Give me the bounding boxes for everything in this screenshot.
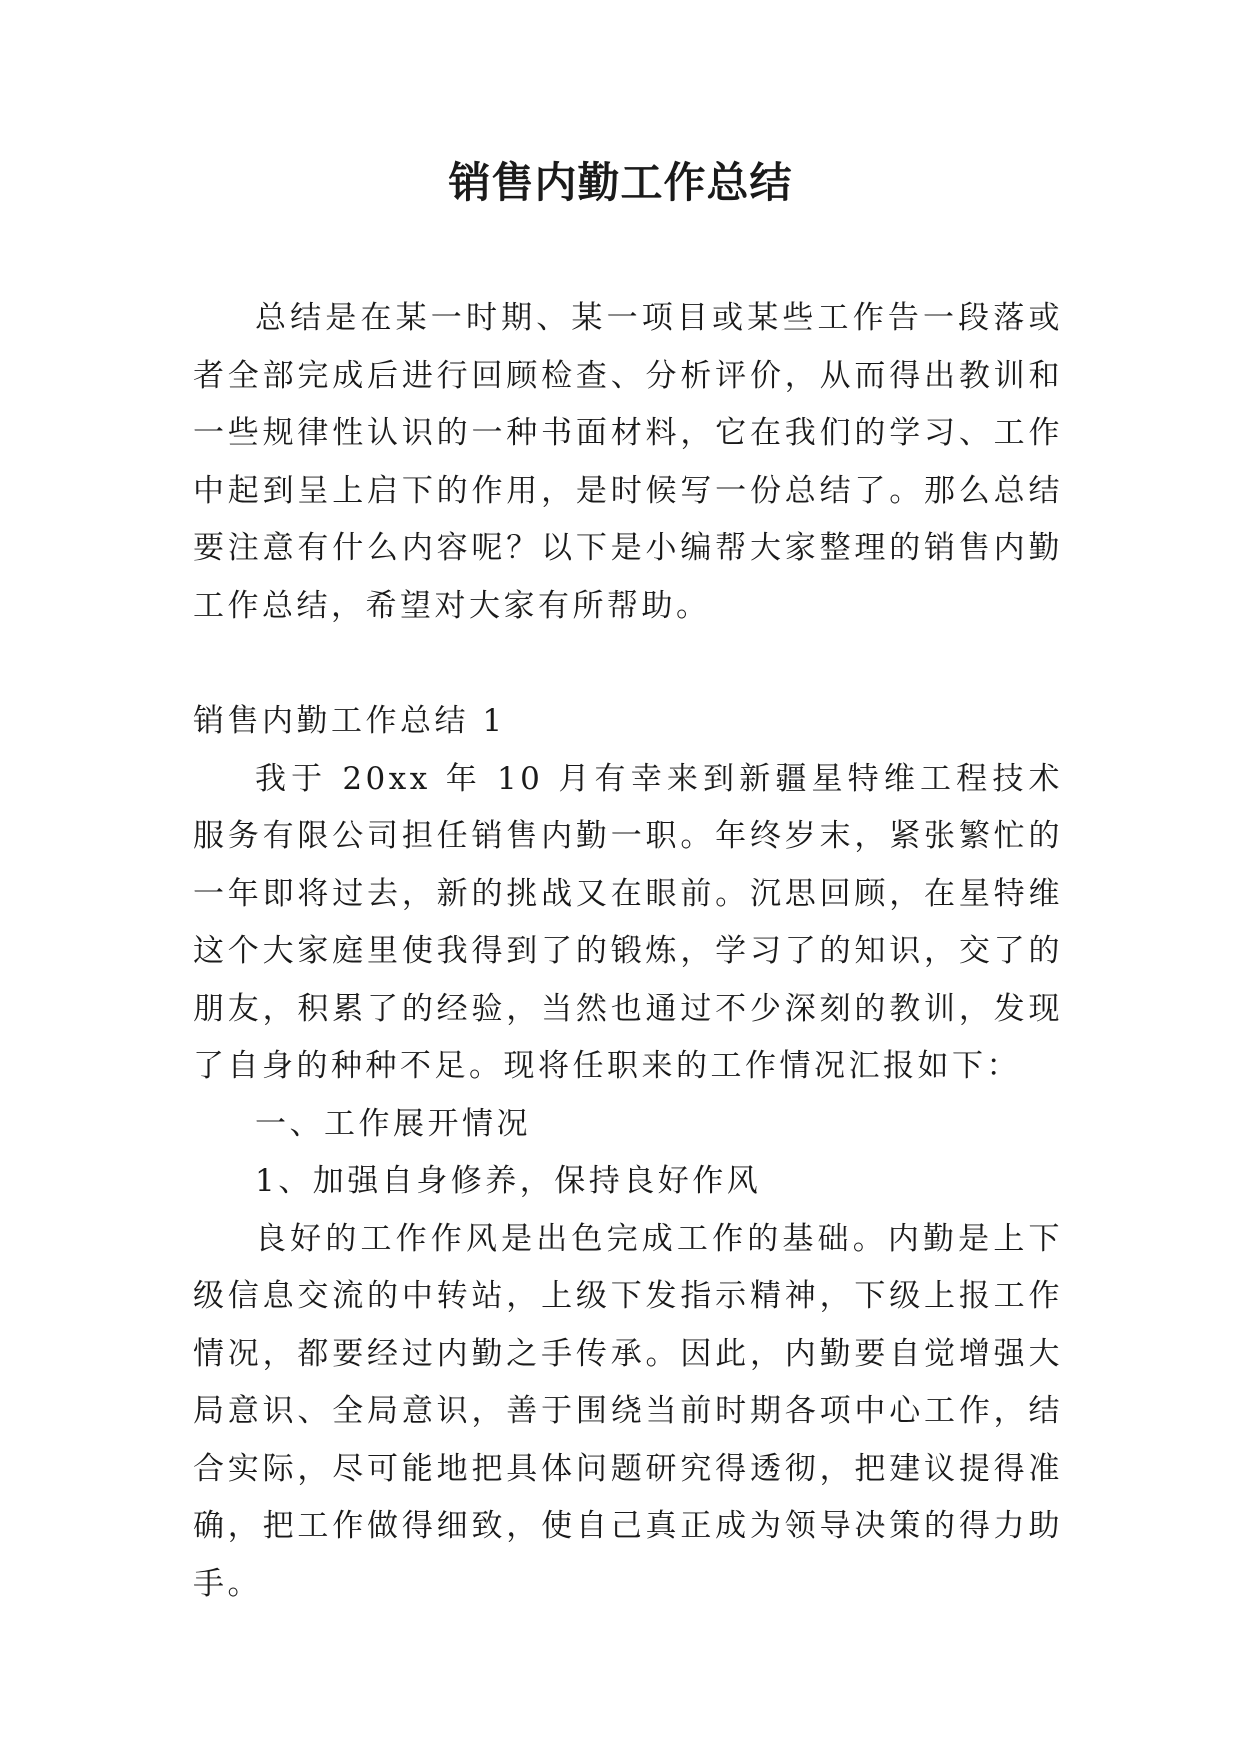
body-paragraph: 良好的工作作风是出色完成工作的基础。内勤是上下级信息交流的中转站，上级下发指示精神，下级上报工作情况，都要经过内勤之手传承。因此，内勤要自觉增强大局意识、全局意识，善于围绕当前时期各项中心工作，结合实际，尽可能地把具体问题研究得透彻，把建议提得准确，把工作做得细致，使自己真正成为领导决策的得力助手。 [193, 1220, 1063, 1602]
body-paragraph: 我于 20xx 年 10 月有幸来到新疆星特维工程技术服务有限公司担任销售内勤一职。年终岁末，紧张繁忙的一年即将过去，新的挑战又在眼前。沉思回顾，在星特维这个大家庭里使我得到了的锻炼，学习了的知识，交了的朋友，积累了的经验，当然也通过不少深刻的教训，发现了自身的种种不足。现将任职来的工作情况汇报如下： [193, 760, 1063, 1084]
document-body [193, 290, 1063, 1613]
spacer [193, 635, 1063, 693]
section-title: 销售内勤工作总结 1 [193, 703, 506, 739]
subsection-heading: 1、加强自身修养，保持良好作风 [255, 1163, 762, 1199]
intro-paragraph: 总结是在某一时期、某一项目或某些工作告一段落或者全部完成后进行回顾检查、分析评价，从而得出教训和一些规律性认识的一种书面材料，它在我们的学习、工作中起到呈上启下的作用，是时候写一份总结了。那么总结要注意有什么内容呢？以下是小编帮大家整理的销售内勤工作总结，希望对大家有所帮助。 [193, 300, 1063, 624]
document-title: 销售内勤工作总结 [448, 158, 793, 207]
section-heading: 一、工作展开情况 [255, 1105, 531, 1142]
